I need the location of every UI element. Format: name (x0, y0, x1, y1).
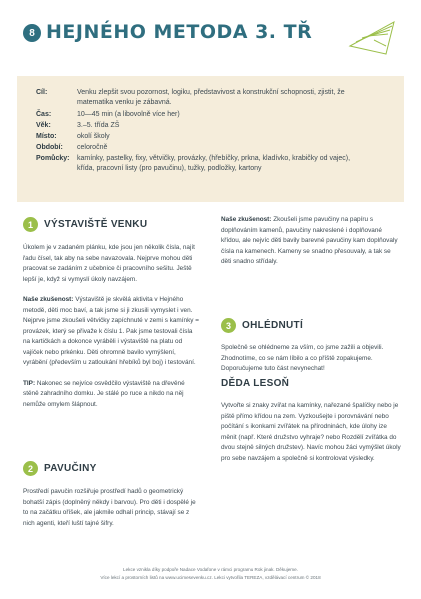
page-title: HEJNÉHO METODA 3. TŘ (46, 21, 313, 43)
footer-links: Více lekcí a prostorních listů na www.ucimesevenku.cz. Lekci vytvořila TEREZA, vzdělávací centrum © 2018 (100, 575, 321, 580)
info-value: kamínky, pastelky, fixy, větvičky, provázky, (hřebíčky, prkna, kladívko, krabičky od vajec), křída, pracovní listy (pro pavučinu), tužky, podložky, kartony (77, 155, 351, 172)
lesson-number-badge: 8 (23, 24, 41, 42)
section-body-deda-leson (221, 401, 401, 464)
paragraph: Úkolem je v zadaném plánku, kde jsou jen několik čísla, najít řadu čísel, tak aby na sebe navazovala. Nejprve mohou děti pracovat se zadáním z učebnice či pracovního sešitu. Ještě lepší je, když si vymyslí úkoly navzájem. (23, 244, 195, 283)
paragraph-experience (221, 215, 401, 268)
paragraph-tip (23, 379, 199, 411)
section-number-3: 3 (221, 318, 236, 333)
info-label: Místo: (36, 133, 57, 140)
footer-credits: Lekce vznikla díky podpoře Nadace Vodafone v rámci programu Rok jinak. Děkujeme. (123, 567, 298, 572)
section-body-vystaviste (23, 243, 199, 410)
paragraph: Vytvořte si znaky zvířat na kamínky, nařezané špalíčky nebo je piště přímo křídou na zem. Vyzkoušejte i porovnávání nebo počítání s ikonkami zvířátek na přírodninách, kde úlohy ize měnit (např. Které družstvo vyhraje? nebo Rozdělí zvířátka do dvou stejně silných družstev). Navíc mohou žáci vymýšlet úkoly pro sebe navzájem a společně si kontrolovat výsledky. (221, 402, 401, 462)
info-label: Čas: (36, 111, 52, 118)
section-body-pavuciny-experience (221, 215, 401, 268)
section-title-ohlednuti: OHLÉDNUTÍ (242, 320, 304, 331)
info-value: 3.–5. třída ZŠ (77, 122, 120, 129)
paragraph-experience (23, 295, 199, 369)
info-label: Cíl: (36, 89, 48, 96)
info-label: Období: (36, 144, 63, 151)
tip-text: Nakonec se nejvíce osvědčilo výstaviště na dřevěné stěně zahradního domku. Je stálé po ruce a nikdo na něj nemůže omylem šlápnout. (23, 379, 185, 408)
section-number-1: 1 (23, 217, 38, 232)
section-title-pavuciny: PAVUČINY (44, 463, 97, 474)
info-value: celoročně (77, 144, 108, 151)
section-number-2: 2 (23, 461, 38, 476)
paragraph: Společně se ohlédneme za vším, co jsme zažili a objevili. Zhodnotíme, co se nám líbilo a co příště zopakujeme. Doporučujeme tuto část nevynechat! (221, 344, 384, 372)
info-value: okolí školy (77, 133, 110, 140)
info-label: Pomůcky: (36, 155, 70, 162)
section-body-pavuciny (23, 487, 199, 529)
paragraph: Prostředí pavučin rozšiřuje prostředí hadů o geometrický bohatší zápis (doplněný někdy i barvou). Pro děti i dospělé je to na začátku oříšek, ale jakmile odhalí princip, stávají se z nich agenti, kteří luští tajné šifry. (23, 488, 196, 527)
section-title-deda-leson: DĚDA LESOŇ (221, 378, 290, 389)
info-label: Věk: (36, 122, 51, 129)
geometry-sketch-icon (346, 16, 402, 58)
experience-label: Naše zkušenost: (221, 216, 272, 223)
section-title-vystaviste: VÝSTAVIŠTĚ VENKU (44, 219, 148, 230)
lesson-info-box (17, 76, 404, 202)
experience-label: Naše zkušenost: (23, 296, 74, 303)
experience-text: Výstaviště je skvělá aktivita v Hejného metodě, děti moc baví, a tak jsme si ji zkusili vymyslet i ven. Nejprve jsme zkoušeli větvičky zapíchnuté v zemi s kamínky = provázek, který se přivaže k číslu 1. Pak jsme testovali čísla na kartičkách a dokonce vyráběli i výstaviště na platu od vajíček nebo prkénku. Děti ohromně bavilo vymýšlení, vyrábění (především u zatloukání hřebíků byl boj) i testování. (23, 296, 199, 366)
info-value: 10—45 min (a libovolně více her) (77, 111, 180, 118)
info-value: Venku zlepšit svou pozornost, logiku, představivost a konstrukční schopnosti, zjistit, že matematika venku je zábavná. (77, 89, 345, 106)
section-body-ohlednuti (221, 343, 401, 375)
tip-label: TIP: (23, 379, 36, 387)
experience-text: Zkoušeli jsme pavučiny na papíru s doplňováním kamenů, pavučiny nakreslené i doplňované křídou, ale nejvíc děti bavily barevné pavučiny kam doplňovaly čísla na kamenech. Kameny se snadno přesouvaly, a tak se děti snadno střídaly. (221, 216, 398, 265)
